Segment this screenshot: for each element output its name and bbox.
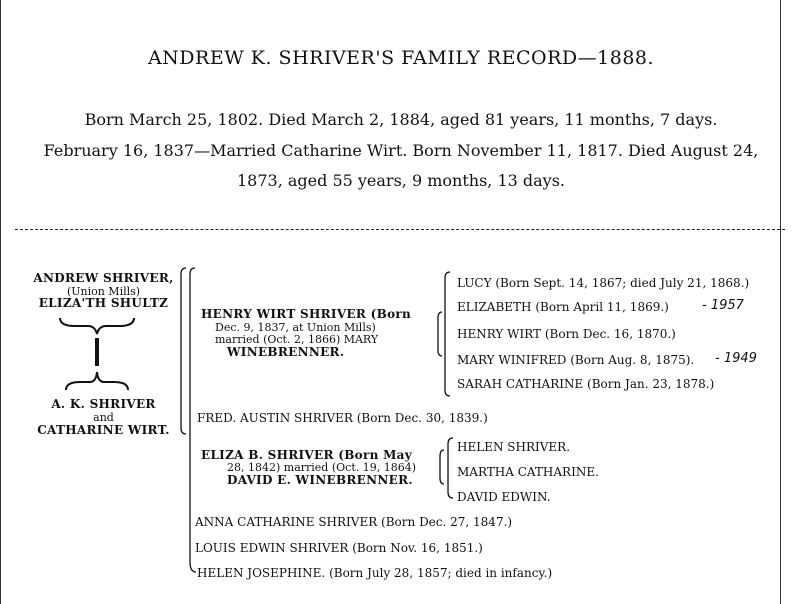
eliza-line-1: ELIZA B. SHRIVER (Born May — [201, 448, 413, 462]
henry-child-2: ELIZABETH (Born April 11, 1869.) — [457, 300, 669, 314]
child-fred: FRED. AUSTIN SHRIVER (Born Dec. 30, 1839.) — [197, 411, 488, 425]
eliza-line-2: 28, 1842) married (Oct. 19, 1864) — [227, 461, 417, 474]
handwritten-note-1957: - 1957 — [702, 298, 744, 313]
page-title: ANDREW K. SHRIVER'S FAMILY RECORD—1888. — [147, 47, 655, 69]
couple-and: and — [93, 411, 114, 424]
henry-line-1: HENRY WIRT SHRIVER (Born — [201, 307, 412, 321]
header-line-2: February 16, 1837—Married Catharine Wirt. Born November 11, 1817. Died August 24, — [43, 141, 759, 160]
header-line-3: 1873, aged 55 years, 9 months, 13 days. — [236, 171, 566, 190]
henry-child-4: MARY WINIFRED (Born Aug. 8, 1875). — [457, 353, 695, 367]
child-helen: HELEN JOSEPHINE. (Born July 28, 1857; died in infancy.) — [197, 566, 553, 580]
ancestor-father: ANDREW SHRIVER, — [33, 271, 174, 285]
henry-line-2: Dec. 9, 1837, at Union Mills) — [215, 321, 376, 334]
henry-child-3: HENRY WIRT (Born Dec. 16, 1870.) — [457, 327, 676, 341]
child-louis: LOUIS EDWIN SHRIVER (Born Nov. 16, 1851.) — [195, 541, 483, 555]
couple-wife: CATHARINE WIRT. — [37, 423, 170, 437]
eliza-child-1: HELEN SHRIVER. — [457, 440, 571, 454]
eliza-line-3: DAVID E. WINEBRENNER. — [227, 473, 413, 487]
child-anna: ANNA CATHARINE SHRIVER (Born Dec. 27, 1847.) — [195, 515, 513, 529]
henry-line-4: WINEBRENNER. — [227, 345, 345, 359]
henry-child-5: SARAH CATHARINE (Born Jan. 23, 1878.) — [457, 377, 715, 391]
eliza-child-3: DAVID EDWIN. — [457, 490, 551, 504]
henry-child-1: LUCY (Born Sept. 14, 1867; died July 21, 1868.) — [457, 276, 750, 290]
henry-line-3: married (Oct. 2, 1866) MARY — [215, 333, 379, 346]
ancestor-father-note: (Union Mills) — [66, 285, 141, 298]
header-line-1: Born March 25, 1802. Died March 2, 1884, aged 81 years, 11 months, 7 days. — [84, 110, 718, 129]
couple-husband: A. K. SHRIVER — [51, 397, 156, 411]
ancestor-mother: ELIZA'TH SHULTZ — [38, 296, 169, 310]
handwritten-note-1949: - 1949 — [715, 351, 757, 366]
eliza-child-2: MARTHA CATHARINE. — [457, 465, 599, 479]
